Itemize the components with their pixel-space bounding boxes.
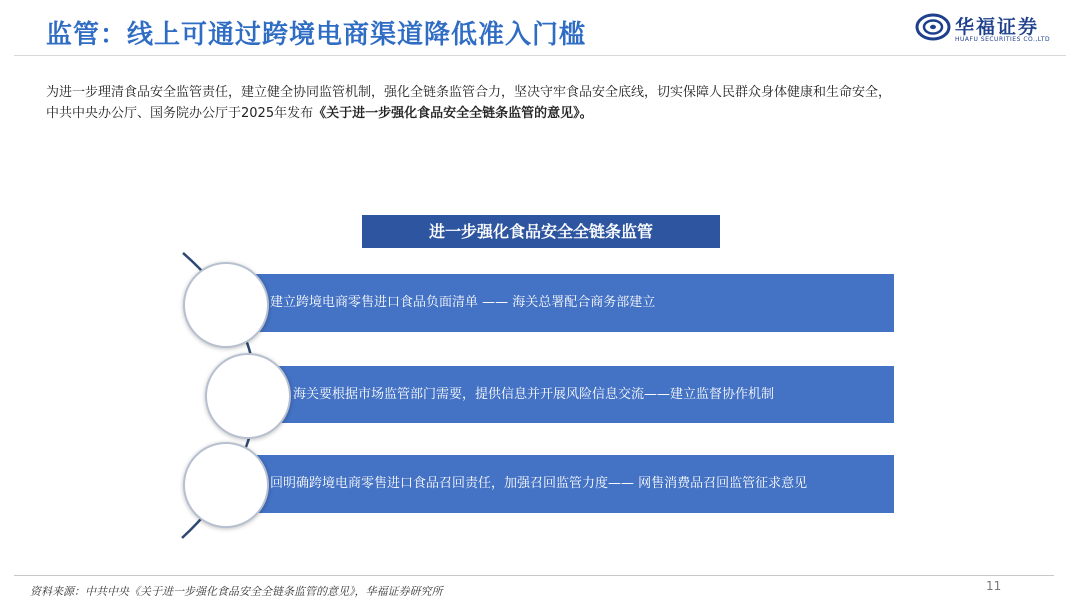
intro-line-1: 为进一步理清食品安全监管责任，建立健全协同监管机制，强化全链条监管合力，坚决守牢食品安全底线，切实保障人民群众身体健康和生命安全， xyxy=(46,85,892,100)
header-divider xyxy=(14,55,1066,56)
logo-swirl-icon xyxy=(915,12,951,42)
measure-text-1: 建立跨境电商零售进口食品负面清单 —— 海关总署配合商务部建立 xyxy=(270,295,656,310)
source-note: 资料来源：中共中央《关于进一步强化食品安全全链条监管的意见》，华福证券研究所 xyxy=(30,585,443,598)
diagram-banner: 进一步强化食品安全全链条监管 xyxy=(362,215,720,248)
footer-divider xyxy=(14,575,1054,576)
logo-text: 华福证券 xyxy=(955,16,1040,38)
logo-subtext: HUAFU SECURITIES CO.,LTD xyxy=(955,36,1051,43)
intro-paragraph xyxy=(46,82,1046,124)
company-logo xyxy=(915,12,1051,46)
bullet-circle-1 xyxy=(183,262,269,348)
page-title: 监管：线上可通过跨境电商渠道降低准入门槛 xyxy=(46,20,587,50)
measure-bar-3 xyxy=(223,455,894,513)
measure-text-3: 回明确跨境电商零售进口食品召回责任，加强召回监管力度—— 网售消费品召回监管征求意见 xyxy=(270,476,808,491)
intro-line-2-prefix: 中共中央办公厅、国务院办公厅于2025年发布 xyxy=(46,106,314,121)
measure-text-2: 海关要根据市场监管部门需要，提供信息并开展风险信息交流——建立监督协作机制 xyxy=(293,387,775,402)
bullet-circle-2 xyxy=(205,353,291,439)
bullet-circle-3 xyxy=(183,442,269,528)
page-number: 11 xyxy=(986,579,1002,593)
intro-document-title: 《关于进一步强化食品安全全链条监管的意见》。 xyxy=(313,106,593,121)
measure-bar-1 xyxy=(223,274,894,332)
measure-bar-2 xyxy=(252,366,894,423)
intro-line-2 xyxy=(46,103,1046,124)
